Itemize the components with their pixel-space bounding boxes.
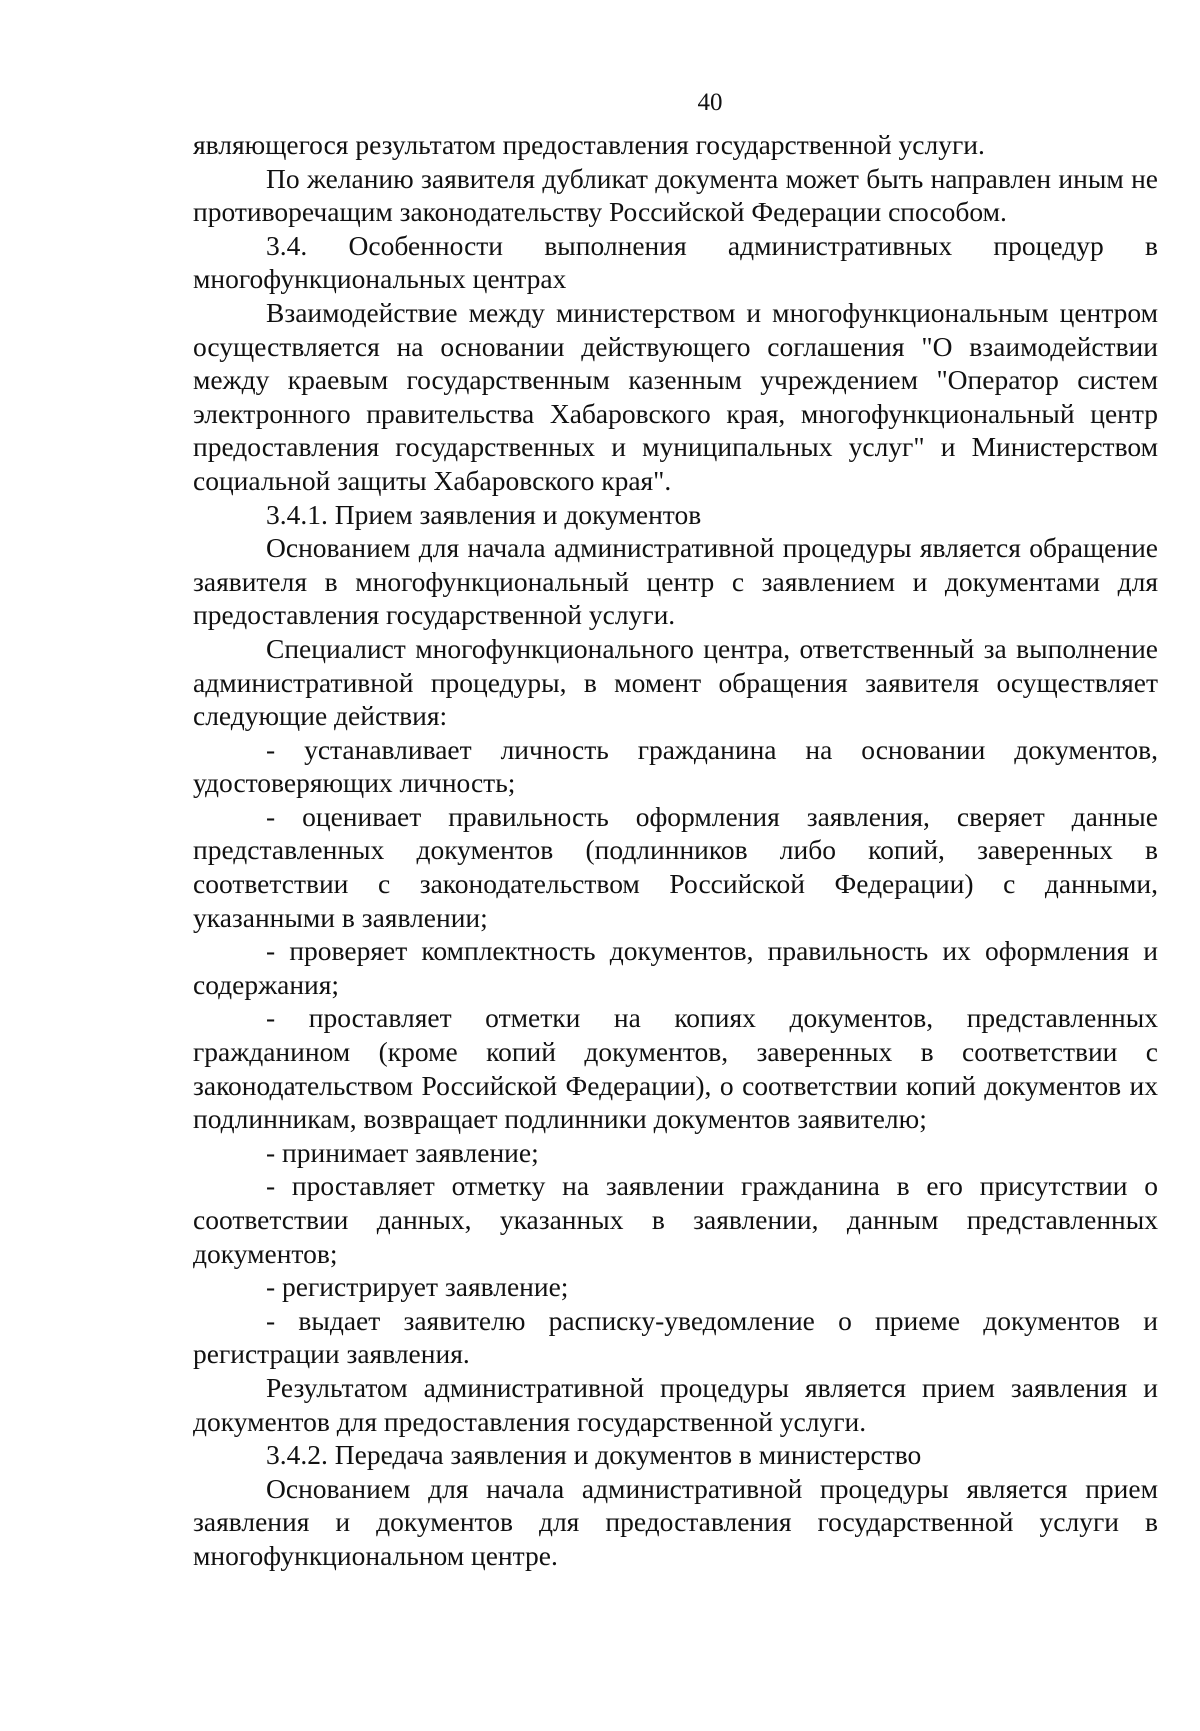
list-item-mark-application: - проставляет отметку на заявлении гражданина в его присутствии о соответствии данных, указанных в заявлении, данным представленных документов; — [193, 1170, 1158, 1269]
list-item-check-completeness: - проверяет комплектность документов, правильность их оформления и содержания; — [193, 935, 1158, 1000]
list-item-identity: - устанавливает личность гражданина на основании документов, удостоверяющих личность; — [193, 733, 1158, 799]
section-heading-3-4-1: 3.4.1. Прием заявления и документов — [266, 498, 702, 530]
paragraph-duplicate-method: По желанию заявителя дубликат документа может быть направлен иным не противоречащим законодательству Российской Федерации способом. — [193, 162, 1158, 228]
paragraph-specialist-actions: Специалист многофункционального центра, ответственный за выполнение административной процедуры, в момент обращения заявителя осуществляет следующие действия: — [193, 632, 1158, 732]
list-item-accept-application: - принимает заявление; — [266, 1136, 539, 1168]
paragraph-transfer-basis: Основанием для начала административной процедуры является прием заявления и документов для предоставления государственной услуги в многофункциональном центре. — [193, 1472, 1158, 1571]
paragraph-procedure-result: Результатом административной процедуры является прием заявления и документов для предоставления государственной услуги. — [193, 1371, 1158, 1437]
list-item-verify-application: - оценивает правильность оформления заявления, сверяет данные представленных документов (подлинников либо копий, заверенных в соответствии с законодательством Российской Федерации) с данными, указанными в заявлении; — [193, 800, 1158, 933]
list-item-issue-receipt: - выдает заявителю расписку-уведомление о приеме документов и регистрации заявления. — [193, 1304, 1158, 1370]
paragraph-interaction-agreement: Взаимодействие между министерством и многофункциональным центром осуществляется на основании действующего соглашения "О взаимодействии между краевым государственным казенным учреждением "Оператор систем электронного правительства Хабаровского края, многофункциональный центр предоставления государственных и муниципальных услуг" и Министерством социальной защиты Хабаровского края". — [193, 296, 1158, 496]
section-heading-3-4: 3.4. Особенности выполнения административных процедур в многофункциональных центрах — [193, 229, 1158, 295]
page-number: 40 — [697, 89, 723, 116]
list-item-mark-copies: - проставляет отметки на копиях документов, представленных гражданином (кроме копий документов, заверенных в соответствии с законодательством Российской Федерации), о соответствии копий документов их подлинникам, возвращает подлинники документов заявителю; — [193, 1002, 1158, 1135]
document-body — [193, 128, 1158, 1573]
list-item-register-application: - регистрирует заявление; — [266, 1271, 569, 1303]
paragraph-continuation: являющегося результатом предоставления государственной услуги. — [193, 129, 985, 160]
paragraph-procedure-basis: Основанием для начала административной процедуры является обращение заявителя в многофункциональный центр с заявлением и документами для предоставления государственной услуги. — [193, 532, 1158, 631]
section-heading-3-4-2: 3.4.2. Передача заявления и документов в министерство — [266, 1439, 922, 1471]
